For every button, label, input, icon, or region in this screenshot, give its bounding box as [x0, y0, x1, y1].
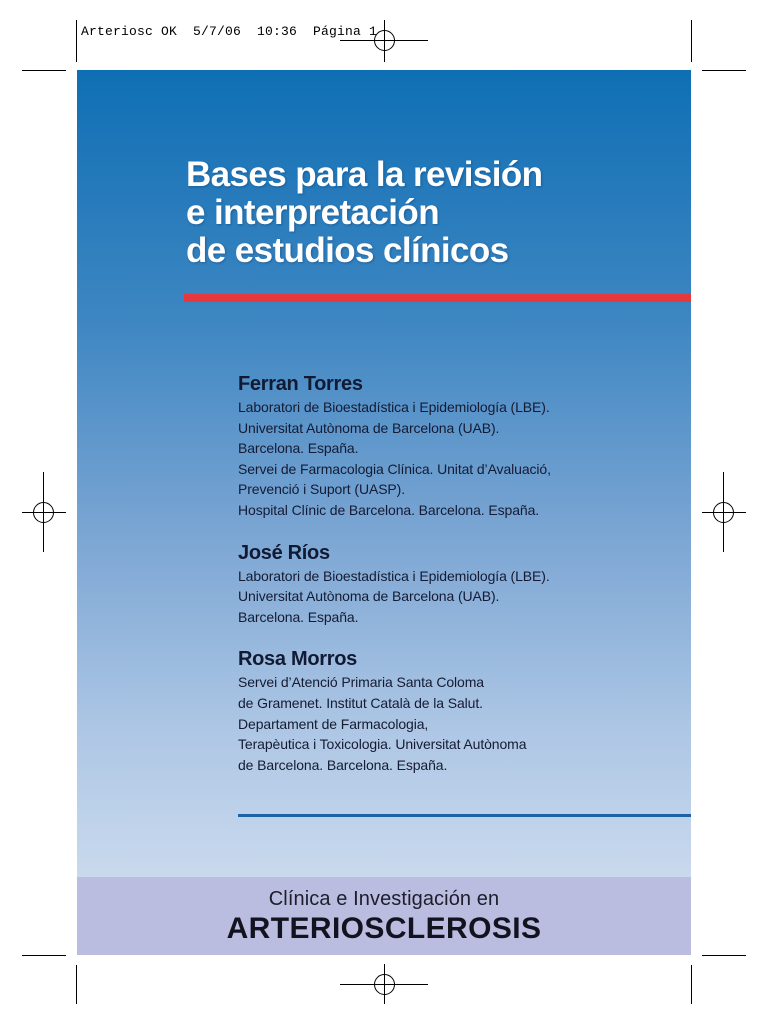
author-block-ferran-torres: [238, 372, 678, 521]
cover-title: [186, 156, 542, 270]
affiliation-line: Servei d’Atenció Primaria Santa Coloma: [238, 674, 484, 691]
affiliation-line: de Gramenet. Institut Català de la Salut.: [238, 694, 483, 711]
affiliation-line: Universitat Autònoma de Barcelona (UAB).: [238, 588, 500, 605]
affiliation-line: Servei de Farmacologia Clínica. Unitat d’Avaluació,: [238, 460, 551, 477]
title-line: Bases para la revisión: [186, 155, 543, 194]
title-line: e interpretación: [186, 193, 439, 232]
author-name: Ferran Torres: [238, 373, 363, 395]
author-list: [238, 372, 678, 795]
journal-subtitle: Clínica e Investigación en: [268, 888, 500, 910]
affiliation-line: de Barcelona. Barcelona. España.: [238, 756, 448, 773]
author-block-jose-rios: [238, 541, 678, 628]
author-name: José Ríos: [238, 541, 330, 564]
red-divider: [184, 294, 691, 302]
book-cover: [77, 70, 691, 955]
author-block-rosa-morros: [238, 647, 678, 775]
blue-divider: [238, 814, 691, 817]
title-line: de estudios clínicos: [186, 231, 509, 270]
affiliation-line: Laboratori de Bioestadística i Epidemiología (LBE).: [238, 567, 550, 584]
registration-mark-top: [340, 20, 428, 62]
journal-name: ARTERIOSCLEROSIS: [226, 912, 542, 945]
print-slug: Arteriosc OK 5/7/06 10:36 Página 1: [81, 24, 378, 39]
affiliation-line: Prevenció i Suport (UASP).: [238, 481, 406, 498]
affiliation-line: Universitat Autònoma de Barcelona (UAB).: [238, 419, 500, 436]
registration-mark-right: [702, 472, 746, 552]
affiliation-line: Barcelona. España.: [238, 440, 359, 457]
registration-mark-bottom: [340, 964, 428, 1004]
affiliation-line: Laboratori de Bioestadística i Epidemiología (LBE).: [238, 399, 550, 415]
affiliation-line: Terapèutica i Toxicologia. Universitat Autònoma: [238, 736, 527, 753]
affiliation-line: Barcelona. España.: [238, 608, 359, 625]
affiliation-line: Hospital Clínic de Barcelona. Barcelona. España.: [238, 501, 540, 518]
author-name: Rosa Morros: [238, 648, 357, 671]
registration-mark-left: [22, 472, 66, 552]
affiliation-line: Departament de Farmacologia,: [238, 715, 429, 732]
journal-band: [77, 877, 691, 955]
